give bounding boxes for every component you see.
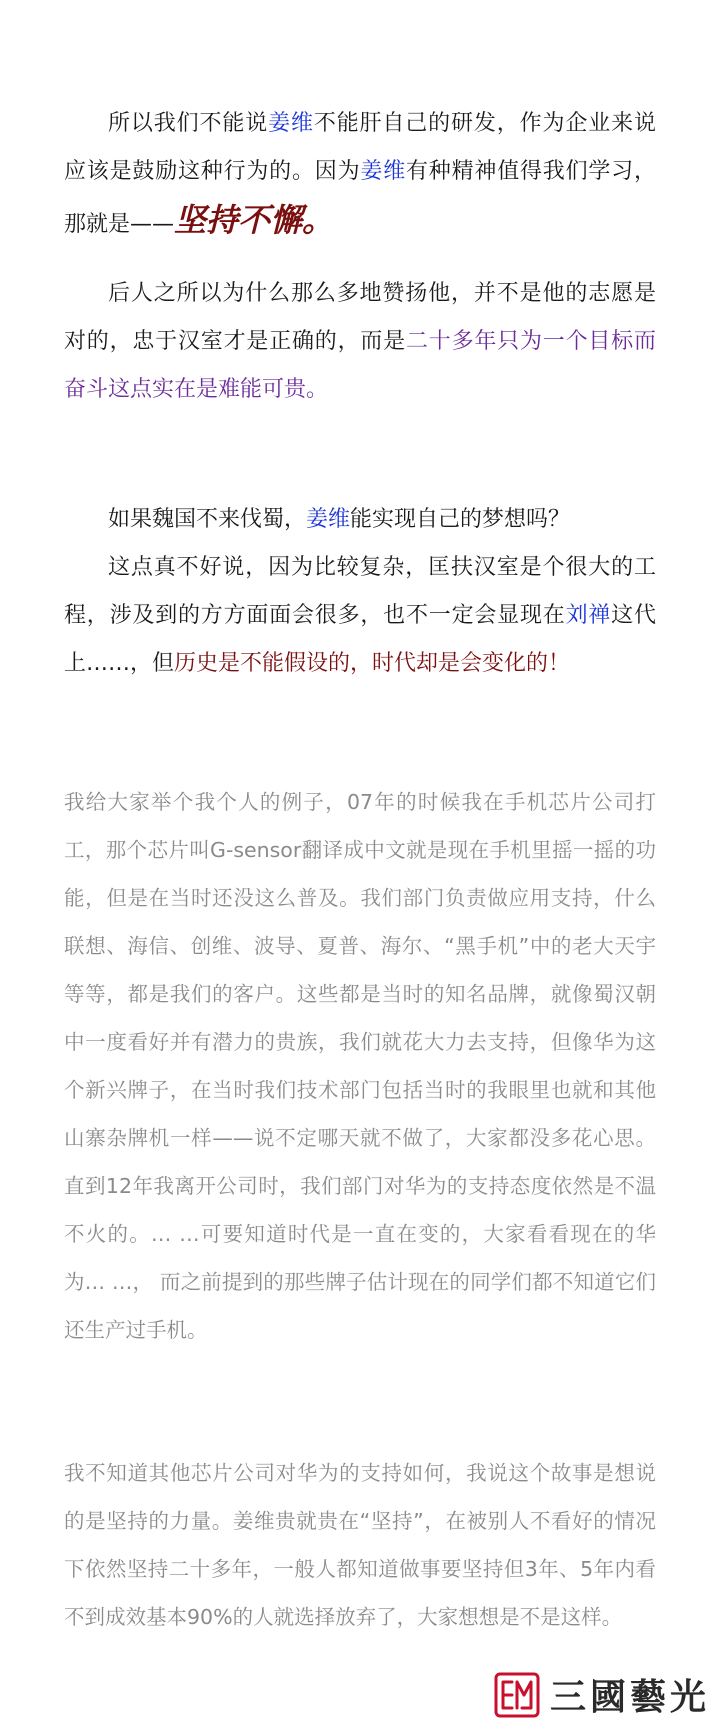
p3-text-1: 如果魏国不来伐蜀， xyxy=(108,507,307,532)
p1-text-3: 有种精神值得我们学习，那就是—— xyxy=(64,159,656,237)
p4-highlight: 历史是不能假设的，时代却是会变化的！ xyxy=(174,651,571,676)
person-name-jiangwei: 姜维 xyxy=(268,111,314,136)
p4-text-2: 这代上……，但 xyxy=(64,603,656,676)
paragraph-2 xyxy=(64,270,656,414)
paragraph-anecdote: 我给大家举个我个人的例子，07年的时候我在手机芯片公司打工，那个芯片叫G-sensor翻译成中文就是现在手机里摇一摇的功能，但是在当时还没这么普及。我们部门负责做应用支持，什么联想、海信、创维、波导、夏普、海尔、“黑手机”中的老大天宇等等，都是我们的客户。这些都是当时的知名品牌，就像蜀汉朝中一度看好并有潜力的贵族，我们就花大力去支持，但像华为这个新兴牌子，在当时我们技术部门包括当时的我眼里也就和其他山寨杂牌机一样——说不定哪天就不做了，大家都没多花心思。直到12年我离开公司时，我们部门对华为的支持态度依然是不温不火的。… …可要知道时代是一直在变的，大家看看现在的华为… …， 而之前提到的那些牌子估计现在的同学们都不知道它们还生产过手机。 xyxy=(64,790,656,1342)
person-name-jiangwei: 姜维 xyxy=(306,507,351,532)
p4-text-1: 这点真不好说，因为比较复杂，匡扶汉室是个很大的工程，涉及到的方方面面会很多，也不一定会显现在 xyxy=(64,555,656,628)
brand-logo-text: 三國藝光 xyxy=(549,1676,710,1718)
p2-text-1: 后人之所以为什么那么多地赞扬他，并不是他的志愿是对的，忠于汉室才是正确的，而是 xyxy=(64,281,656,354)
brand-logo xyxy=(494,1669,710,1720)
paragraph-1 xyxy=(64,100,656,249)
person-name-jiangwei: 姜维 xyxy=(360,159,406,184)
p1-text-2: 不能肝自己的研发，作为企业来说应该是鼓励这种行为的。因为 xyxy=(64,111,656,184)
seal-logo-icon xyxy=(494,1672,540,1718)
paragraph-3 xyxy=(64,496,656,544)
person-name-liushan: 刘禅 xyxy=(565,603,612,628)
emphasis-perseverance: 坚持不懈。 xyxy=(174,201,335,239)
paragraph-4 xyxy=(64,544,656,688)
paragraph-conclusion: 我不知道其他芯片公司对华为的支持如何，我说这个故事是想说的是坚持的力量。姜维贵就贵在“坚持”，在被别人不看好的情况下依然坚持二十多年，一般人都知道做事要坚持但3年、5年内看不到成效基本90%的人就选择放弃了，大家想想是不是这样。 xyxy=(64,1461,656,1629)
p2-highlight: 二十多年只为一个目标而奋斗这点实在是难能可贵。 xyxy=(64,329,656,402)
p3-text-2: 能实现自己的梦想吗？ xyxy=(350,507,571,532)
p1-text-1: 所以我们不能说 xyxy=(108,111,269,136)
